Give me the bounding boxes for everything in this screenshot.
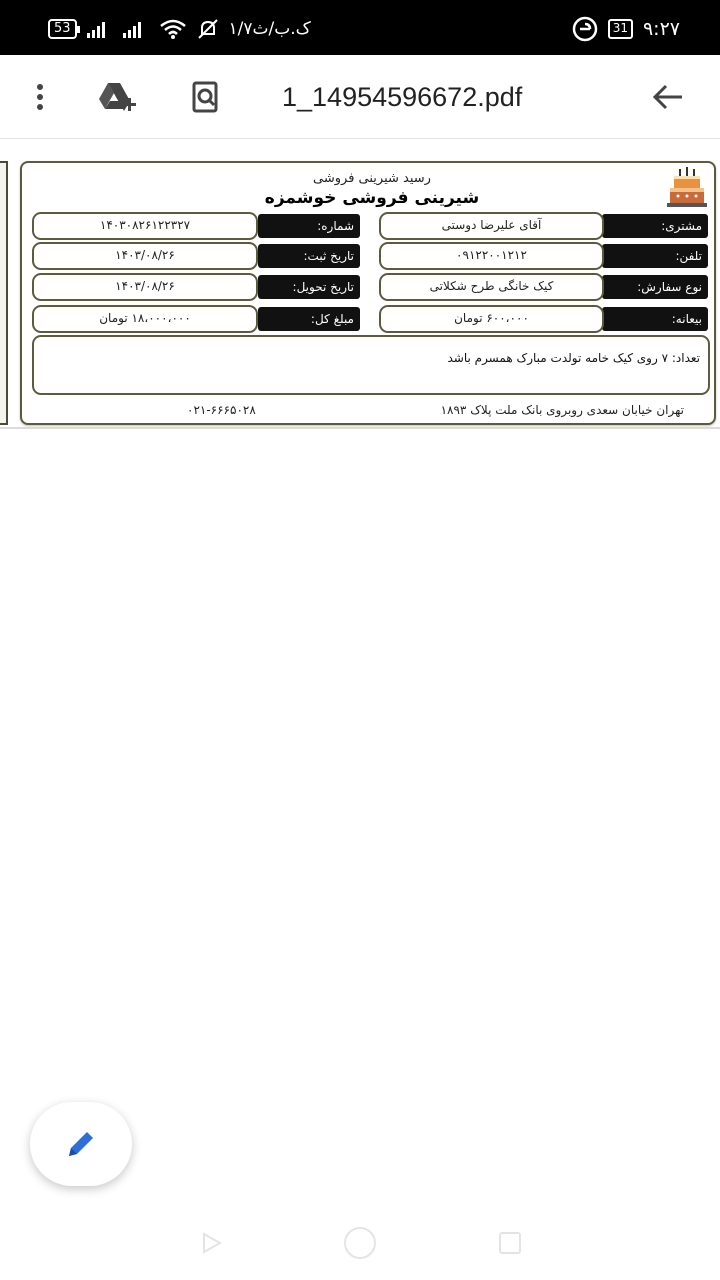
back-arrow-icon[interactable] bbox=[646, 75, 690, 119]
order-type-value: کیک خانگی طرح شکلاتی bbox=[379, 273, 604, 301]
customer-value: آقای علیرضا دوستی bbox=[379, 212, 604, 240]
number-label: شماره: bbox=[258, 214, 360, 238]
customer-label: مشتری: bbox=[602, 214, 708, 238]
reg-date-value: ۱۴۰۳/۰۸/۲۶ bbox=[32, 242, 258, 270]
clock: ۹:۲۷ bbox=[642, 18, 680, 40]
signal-strength-icon-2 bbox=[123, 20, 149, 38]
app-bar bbox=[0, 55, 720, 139]
phone-value: ۰۹۱۲۲۰۰۱۲۱۲ bbox=[379, 242, 604, 270]
edit-pencil-icon bbox=[63, 1126, 99, 1162]
delivery-date-label: تاریخ تحویل: bbox=[258, 275, 360, 299]
status-bar bbox=[0, 0, 720, 55]
document-title: 1_14954596672.pdf bbox=[282, 82, 523, 112]
battery-icon: 53 bbox=[48, 19, 77, 39]
page-separator bbox=[0, 427, 720, 429]
adjacent-page-edge bbox=[0, 161, 8, 425]
search-in-document-icon[interactable] bbox=[184, 75, 228, 119]
total-value: ۱۸،۰۰۰،۰۰۰ تومان bbox=[32, 305, 258, 333]
recents-square-icon[interactable] bbox=[490, 1223, 530, 1263]
back-triangle-icon[interactable] bbox=[192, 1223, 232, 1263]
notes-box bbox=[32, 335, 710, 395]
reg-date-label: تاریخ ثبت: bbox=[258, 244, 360, 268]
status-right-group bbox=[572, 14, 680, 44]
shop-phone: ۰۲۱-۶۶۶۵۰۲۸ bbox=[187, 403, 256, 417]
notes-text: تعداد: ۷ روی کیک خامه تولدت مبارک همسرم باشد bbox=[447, 351, 700, 365]
more-vert-icon[interactable] bbox=[18, 75, 62, 119]
status-left-group bbox=[48, 14, 311, 44]
home-circle-icon[interactable] bbox=[340, 1223, 380, 1263]
shop-name: شیرینی فروشی خوشمزه bbox=[264, 188, 480, 208]
receipt-subtitle: رسید شیرینی فروشی bbox=[313, 171, 431, 186]
calendar-icon: 31 bbox=[608, 19, 633, 39]
notification-muted-icon bbox=[197, 18, 219, 40]
network-speed: ۱/۷ک.ب/ث bbox=[228, 19, 311, 39]
add-to-drive-icon[interactable] bbox=[96, 75, 140, 119]
delivery-date-value: ۱۴۰۳/۰۸/۲۶ bbox=[32, 273, 258, 301]
app-notification-icon bbox=[572, 16, 598, 42]
deposit-label: بیعانه: bbox=[602, 307, 708, 331]
total-label: مبلغ کل: bbox=[258, 307, 360, 331]
deposit-value: ۶۰۰،۰۰۰ تومان bbox=[379, 305, 604, 333]
edit-fab-button[interactable] bbox=[30, 1102, 132, 1186]
cake-logo-icon bbox=[664, 165, 710, 209]
number-value: ۱۴۰۳۰۸۲۶۱۲۲۳۲۷ bbox=[32, 212, 258, 240]
phone-label: تلفن: bbox=[602, 244, 708, 268]
receipt-page bbox=[20, 161, 716, 425]
system-nav-bar bbox=[0, 1205, 720, 1280]
order-type-label: نوع سفارش: bbox=[602, 275, 708, 299]
signal-strength-icon bbox=[87, 20, 113, 38]
shop-address: تهران خیابان سعدی روبروی بانک ملت پلاک ۱۸۹۳ bbox=[440, 403, 684, 417]
wifi-icon bbox=[159, 18, 187, 40]
